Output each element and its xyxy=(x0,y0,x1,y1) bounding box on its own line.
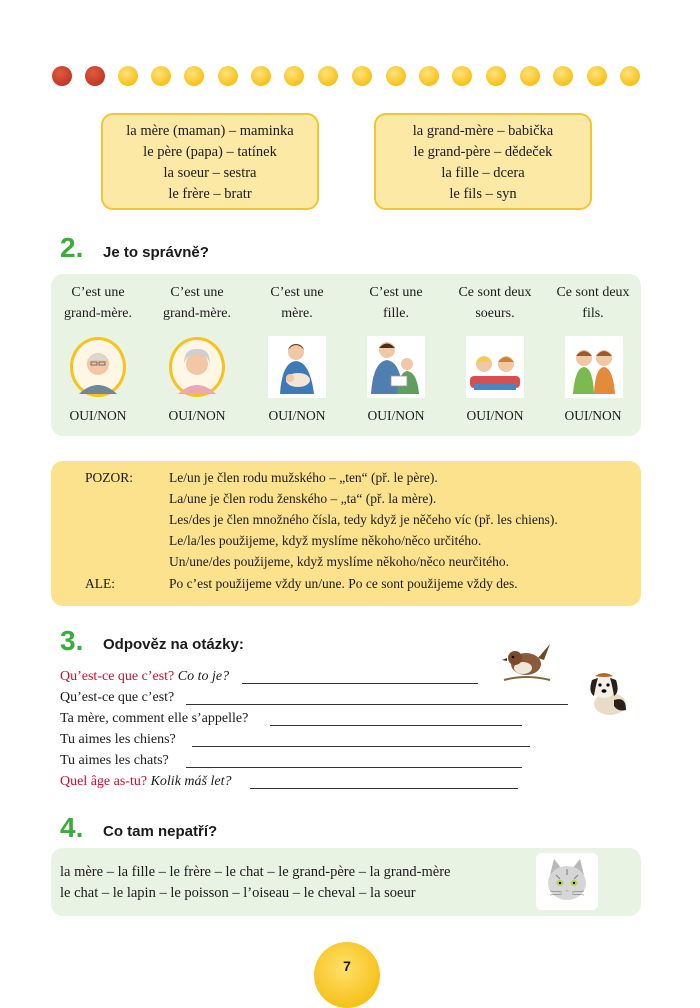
dot xyxy=(118,66,138,86)
pozor-label: POZOR: xyxy=(85,470,134,485)
statement-line-1: C’est une xyxy=(270,285,324,300)
question: Tu aimes les chiens? xyxy=(60,732,176,747)
dot xyxy=(452,66,472,86)
word-list-line: la mère – la fille – le frère – le chat – le grand-père – la grand-mère xyxy=(60,864,451,880)
vocab-box-left xyxy=(101,113,319,210)
statement-line-2: mère. xyxy=(281,306,313,321)
dot xyxy=(553,66,573,86)
answer-choice[interactable]: OUI/NON xyxy=(367,408,425,423)
section-3-title: Odpověz na otázky: xyxy=(103,636,244,653)
answer-choice[interactable]: OUI/NON xyxy=(69,408,127,423)
dot xyxy=(151,66,171,86)
word-list-line: le chat – le lapin – le poisson – l’oiseau – le cheval – la soeur xyxy=(60,885,416,901)
section-2-title: Je to správně? xyxy=(103,244,209,261)
bird-icon xyxy=(498,640,554,686)
section-2-number: 2. xyxy=(60,232,84,263)
question: Ta mère, comment elle s’appelle? xyxy=(60,711,249,726)
question: Tu aimes les chats? xyxy=(60,753,169,768)
grandfather-portrait-icon xyxy=(69,336,127,398)
dot xyxy=(218,66,238,86)
dot xyxy=(318,66,338,86)
statement xyxy=(445,282,545,324)
grandmother-portrait-icon xyxy=(168,336,226,398)
two-children-icon xyxy=(466,336,524,398)
statement-line-2: fils. xyxy=(582,306,604,321)
vocab-box-right xyxy=(374,113,592,210)
dot xyxy=(85,66,105,86)
answer-choice[interactable]: OUI/NON xyxy=(268,408,326,423)
dot xyxy=(184,66,204,86)
pozor-line: Le/la/les použijeme, když myslíme někoho/něco určitého. xyxy=(169,533,482,548)
dot xyxy=(284,66,304,86)
vocab-line: le père (papa) – tatínek xyxy=(143,144,277,160)
dot xyxy=(251,66,271,86)
statement-line-1: Ce sont deux xyxy=(556,285,630,300)
answer-line[interactable] xyxy=(250,788,518,789)
answer-line[interactable] xyxy=(270,725,522,726)
statement-line-2: fille. xyxy=(382,306,410,321)
statement xyxy=(147,282,247,324)
puppy-icon xyxy=(584,666,632,718)
question: Qu’est-ce que c’est? xyxy=(60,690,175,705)
question-translation: Co to je? xyxy=(177,669,230,684)
pozor-line: Le/un je člen rodu mužského – „ten“ (př. le père). xyxy=(169,470,438,485)
vocab-line: la soeur – sestra xyxy=(163,165,257,181)
answer-line[interactable] xyxy=(186,767,522,768)
section-3-number: 3. xyxy=(60,625,84,656)
answer-choice[interactable]: OUI/NON xyxy=(466,408,524,423)
dot xyxy=(587,66,607,86)
two-boys-icon xyxy=(565,336,623,398)
section-4-number: 4. xyxy=(60,812,84,843)
vocab-line: la mère (maman) – maminka xyxy=(126,123,294,139)
answer-choice[interactable]: OUI/NON xyxy=(168,408,226,423)
statement-line-1: Ce sont deux xyxy=(458,285,532,300)
section-4-title: Co tam nepatří? xyxy=(103,823,218,840)
dot xyxy=(486,66,506,86)
question-translation: Kolik máš let? xyxy=(150,774,232,789)
vocab-line: la grand-mère – babička xyxy=(412,123,554,139)
statement-line-2: soeurs. xyxy=(475,306,515,321)
question-text: Qu’est-ce que c’est? xyxy=(60,669,175,684)
statement-line-1: C’est une xyxy=(369,285,423,300)
vocab-line: le fils – syn xyxy=(449,186,517,202)
page-number: 7 xyxy=(343,958,351,974)
dot xyxy=(52,66,72,86)
ale-label: ALE: xyxy=(85,576,115,591)
question xyxy=(60,774,231,790)
answer-line[interactable] xyxy=(242,683,478,684)
statement-line-1: C’est une xyxy=(71,285,125,300)
vocab-line: le frère – bratr xyxy=(168,186,252,202)
statement xyxy=(247,282,347,324)
ale-text: Po c’est použijeme vždy un/une. Po ce sont použijeme vždy des. xyxy=(169,576,518,591)
vocab-line: le grand-père – dědeček xyxy=(413,144,553,160)
pozor-line: Un/une/des použijeme, když myslíme někoho/něco neurčitého. xyxy=(169,554,510,569)
pozor-line: La/une je člen rodu ženského – „ta“ (př. la mère). xyxy=(169,491,437,506)
statement xyxy=(346,282,446,324)
mother-baby-icon xyxy=(268,336,326,398)
vocab-line: la fille – dcera xyxy=(441,165,525,181)
statement-line-2: grand-mère. xyxy=(63,306,133,321)
pozor-line: Les/des je člen množného čísla, tedy když je něčeho víc (př. les chiens). xyxy=(169,512,558,527)
dot xyxy=(520,66,540,86)
answer-line[interactable] xyxy=(192,746,530,747)
dot xyxy=(620,66,640,86)
dot xyxy=(352,66,372,86)
statement-line-2: grand-mère. xyxy=(162,306,232,321)
statement xyxy=(48,282,148,324)
father-child-icon xyxy=(367,336,425,398)
cat-icon xyxy=(536,853,598,910)
statement-line-1: C’est une xyxy=(170,285,224,300)
answer-choice[interactable]: OUI/NON xyxy=(564,408,622,423)
statement xyxy=(543,282,643,324)
question xyxy=(60,669,229,685)
dot xyxy=(386,66,406,86)
answer-line[interactable] xyxy=(186,704,568,705)
page-number-badge xyxy=(314,942,380,1008)
dot xyxy=(419,66,439,86)
question-text: Quel âge as-tu? xyxy=(60,774,148,789)
